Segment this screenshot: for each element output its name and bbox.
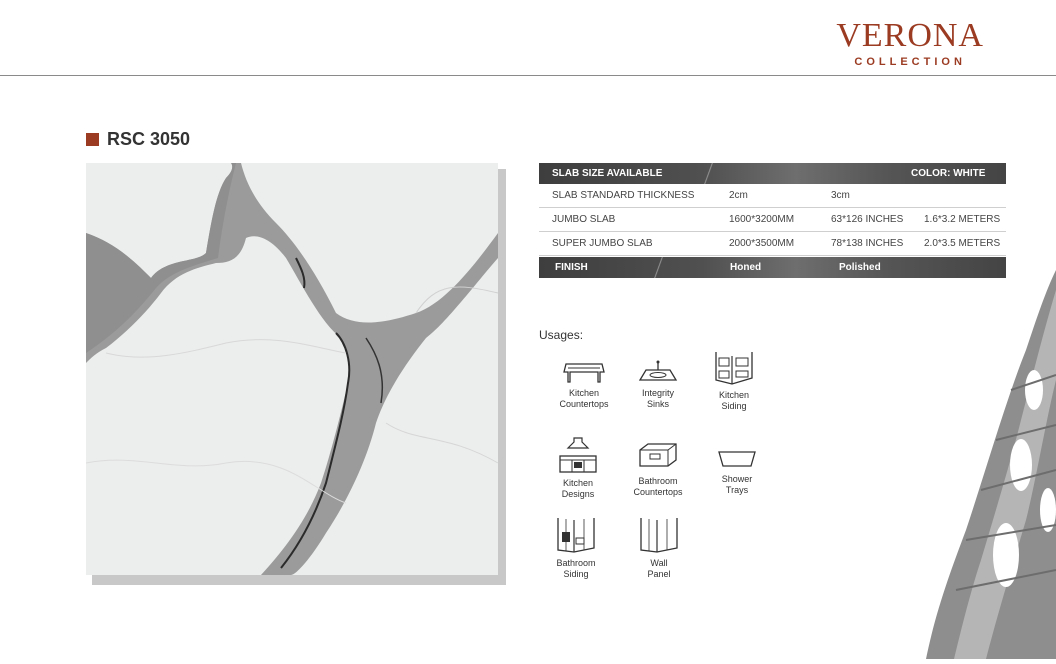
- usage-label: Bathroom: [556, 558, 596, 568]
- row-value: 2000*3500MM: [729, 238, 795, 249]
- color-label: COLOR: WHITE: [911, 168, 986, 179]
- row-value: 2cm: [729, 190, 748, 201]
- product-title: [86, 129, 190, 150]
- usage-bathroom-siding: [536, 516, 616, 580]
- row-value: 63*126 INCHES: [831, 214, 904, 225]
- usage-label: Shower: [721, 474, 753, 484]
- row-name: JUMBO SLAB: [552, 214, 616, 225]
- usage-kitchen-designs: [538, 436, 618, 500]
- usage-label: Kitchen: [568, 388, 600, 398]
- kitchen-countertop-icon: [562, 358, 606, 384]
- spec-header: [539, 163, 1006, 184]
- band-divider: [649, 257, 669, 278]
- brand-logo: [836, 18, 984, 68]
- usage-label: Bathroom: [638, 476, 678, 486]
- usage-integrity-sinks: [618, 358, 698, 410]
- row-value: 3cm: [831, 190, 850, 201]
- table-row: [539, 232, 1006, 256]
- title-marker-icon: [86, 133, 99, 146]
- row-value: 2.0*3.5 METERS: [924, 238, 1001, 249]
- usage-label: Trays: [725, 485, 749, 495]
- usage-kitchen-countertops: [544, 358, 624, 410]
- usage-label: Wall: [650, 558, 668, 568]
- kitchen-siding-icon: [712, 350, 756, 386]
- slab-image: [86, 163, 506, 585]
- table-row: [539, 184, 1006, 208]
- usages-title: Usages:: [539, 328, 584, 342]
- shower-tray-icon: [715, 446, 759, 470]
- usage-label: Countertops: [633, 487, 683, 497]
- usage-label: Siding: [721, 401, 747, 411]
- finish-option: Polished: [839, 262, 881, 273]
- usage-label: Integrity: [641, 388, 674, 398]
- usage-label: Countertops: [559, 399, 609, 409]
- arena-image: [926, 270, 1056, 659]
- brand-subtitle: COLLECTION: [854, 56, 966, 68]
- spec-table: [539, 163, 1006, 278]
- product-code: RSC 3050: [107, 129, 191, 149]
- finish-option: Honed: [730, 262, 762, 273]
- brand-name: VERONA: [836, 17, 984, 54]
- header-divider: [0, 75, 1056, 76]
- usage-label: Designs: [561, 489, 595, 499]
- bathroom-countertop-icon: [636, 440, 680, 472]
- row-value: 1.6*3.2 METERS: [924, 214, 1001, 225]
- usage-label: Panel: [647, 569, 671, 579]
- usage-label: Kitchen: [718, 390, 750, 400]
- bathroom-siding-icon: [554, 516, 598, 554]
- usage-wall-panel: [619, 516, 699, 580]
- usage-bathroom-countertops: [618, 440, 698, 498]
- usage-shower-trays: [697, 446, 777, 496]
- usage-kitchen-siding: [694, 350, 774, 412]
- usage-label: Siding: [563, 569, 589, 579]
- slab-size-label: SLAB SIZE AVAILABLE: [552, 168, 663, 179]
- usage-label: Sinks: [646, 399, 669, 409]
- usage-label: Kitchen: [562, 478, 594, 488]
- kitchen-design-icon: [556, 436, 600, 474]
- integrity-sink-icon: [636, 358, 680, 384]
- band-divider: [699, 163, 719, 184]
- row-value: 1600*3200MM: [729, 214, 795, 225]
- row-name: SLAB STANDARD THICKNESS: [552, 190, 695, 201]
- table-row: [539, 208, 1006, 232]
- row-name: SUPER JUMBO SLAB: [552, 238, 653, 249]
- wall-panel-icon: [637, 516, 681, 554]
- finish-label: FINISH: [555, 262, 588, 273]
- row-value: 78*138 INCHES: [831, 238, 904, 249]
